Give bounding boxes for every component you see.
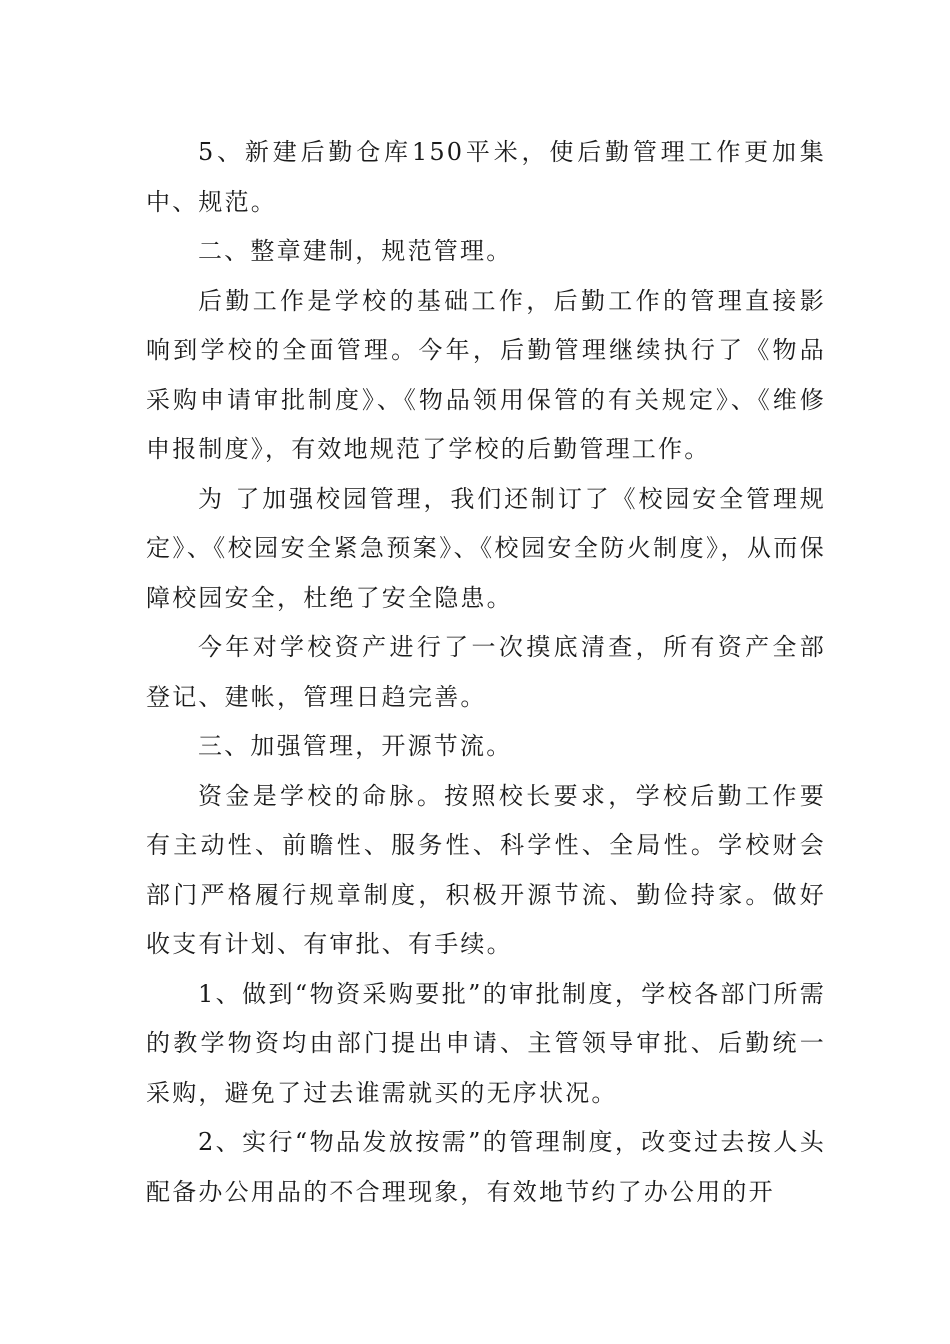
paragraph-logistics-rules: 后勤工作是学校的基础工作，后勤工作的管理直接影响到学校的全面管理。今年，后勤管理继续执行了《物品采购申请审批制度》、《物品领用保管的有关规定》、《维修申报制度》，有效地规范了学校的后勤管理工作。: [146, 286, 826, 463]
paragraph-item-5-warehouse: 5、新建后勤仓库150平米，使后勤管理工作更加集中、规范。: [146, 138, 826, 216]
section-heading-3: 三、加强管理，开源节流。: [198, 732, 513, 760]
paragraph-item-1-procurement: 1、做到“物资采购要批”的审批制度，学校各部门所需的教学物资均由部门提出申请、主管领导审批、后勤统一采购，避免了过去谁需就买的无序状况。: [146, 979, 826, 1107]
paragraph-campus-safety: 为 了加强校园管理，我们还制订了《校园安全管理规定》、《校园安全紧急预案》、《校园安全防火制度》，从而保障校园安全，杜绝了安全隐患。: [146, 484, 826, 612]
paragraph-funding: 资金是学校的命脉。按照校长要求，学校后勤工作要有主动性、前瞻性、服务性、科学性、全局性。学校财会部门严格履行规章制度，积极开源节流、勤俭持家。做好收支有计划、有审批、有手续。: [146, 781, 826, 958]
paragraph-asset-audit: 今年对学校资产进行了一次摸底清查，所有资产全部登记、建帐，管理日趋完善。: [146, 633, 826, 711]
section-heading-2: 二、整章建制，规范管理。: [198, 237, 513, 265]
paragraph-item-2-distribution: 2、实行“物品发放按需”的管理制度，改变过去按人头配备办公用品的不合理现象，有效地节约了办公用的开: [146, 1128, 826, 1206]
document-body: [146, 128, 826, 1217]
